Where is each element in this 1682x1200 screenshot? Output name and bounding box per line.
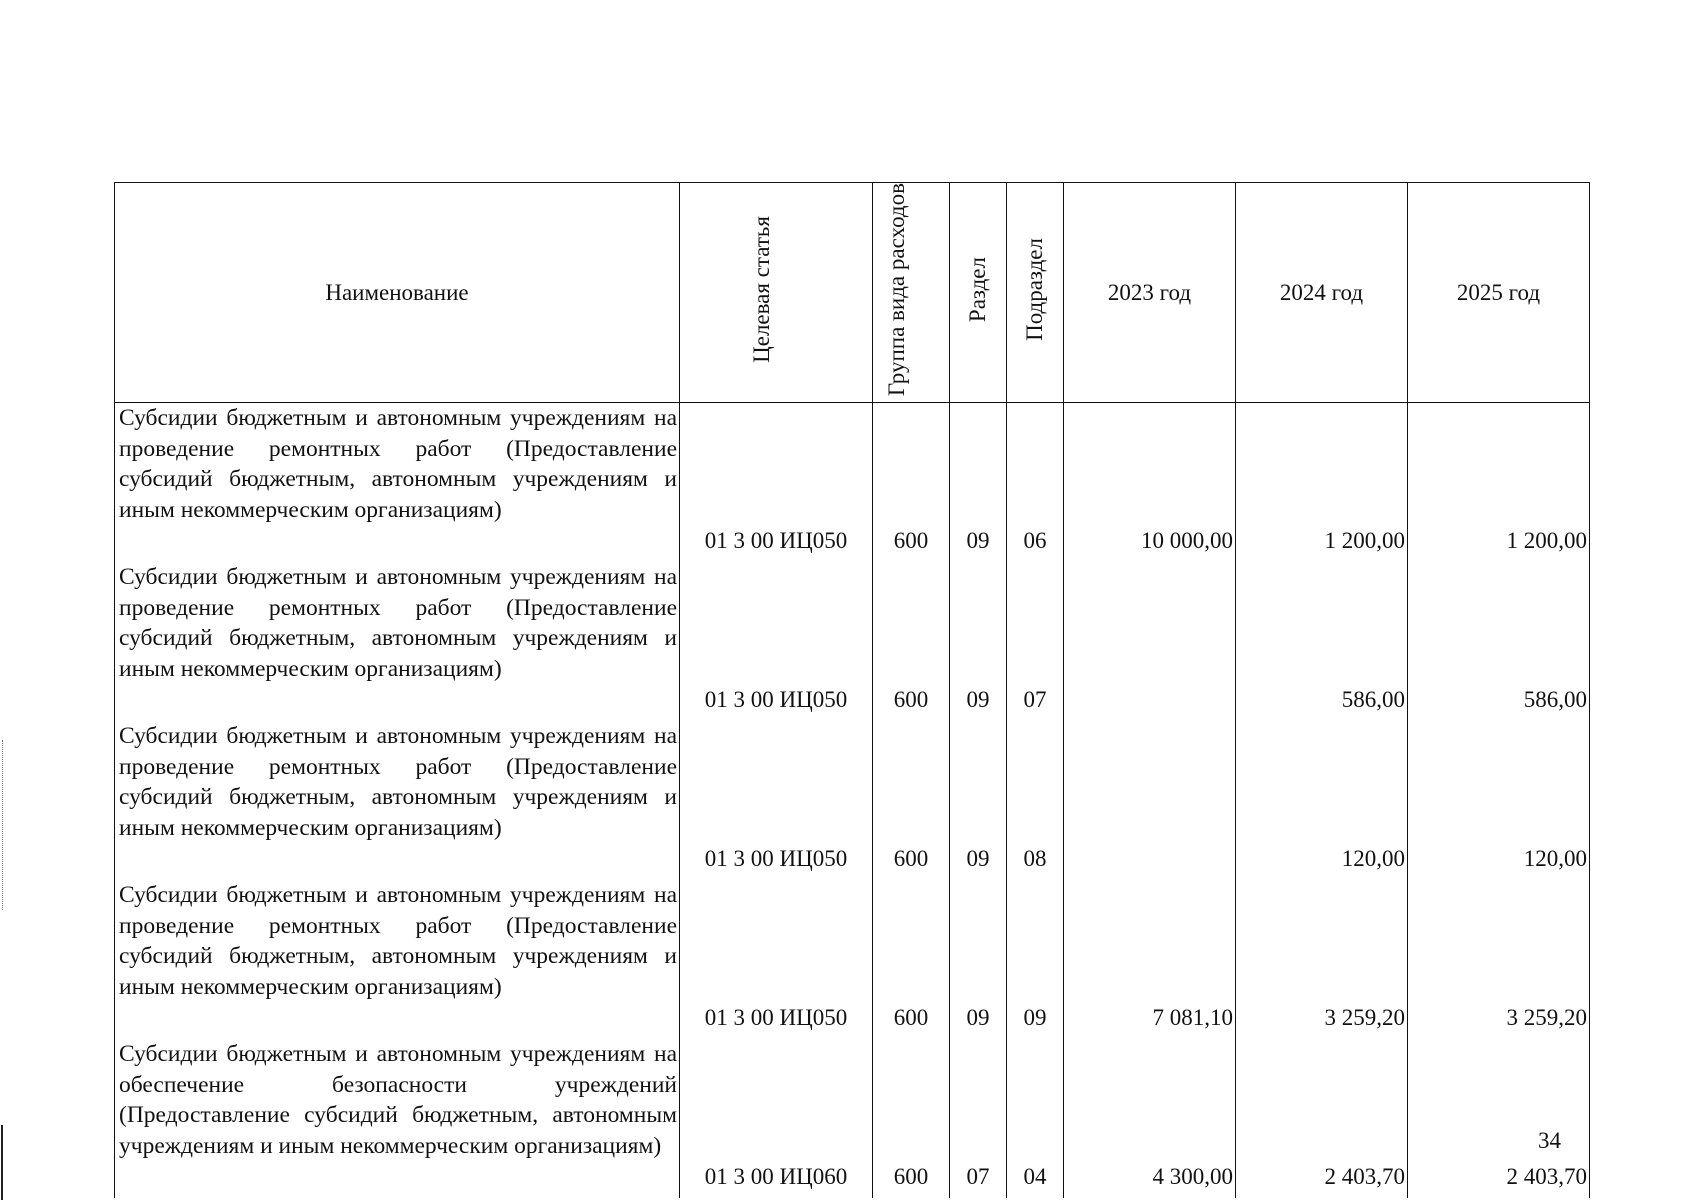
row-name: Субсидии бюджетным и автономным учреждениям на проведение ремонтных работ (Предоставление субсидий бюджетным, автономным учреждениям и иным некоммерческим организациям)	[115, 562, 680, 721]
row-section: 09	[950, 880, 1007, 1039]
row-year-2024: 3 259,20	[1236, 880, 1408, 1039]
row-year-2023: 4 300,00	[1064, 1039, 1236, 1198]
row-target-article: 01 3 00 ИЦ050	[680, 880, 873, 1039]
row-year-2024: 120,00	[1236, 721, 1408, 880]
header-expense-group: Группа вида расходов	[873, 183, 950, 403]
row-target-article: 01 3 00 ИЦ050	[680, 562, 873, 721]
row-expense-group: 600	[873, 562, 950, 721]
row-expense-group: 600	[873, 721, 950, 880]
row-year-2023: 7 081,10	[1064, 880, 1236, 1039]
row-year-2025: 586,00	[1408, 562, 1590, 721]
row-year-2024: 2 403,70	[1236, 1039, 1408, 1198]
row-year-2023	[1064, 721, 1236, 880]
row-section: 09	[950, 721, 1007, 880]
header-subsection: Подраздел	[1007, 183, 1064, 403]
row-year-2025: 120,00	[1408, 721, 1590, 880]
budget-table	[114, 182, 1590, 1198]
header-target-article: Целевая статья	[680, 183, 873, 403]
row-subsection: 09	[1007, 880, 1064, 1039]
margin-mark	[1, 1125, 3, 1200]
row-year-2025: 3 259,20	[1408, 880, 1590, 1039]
row-name: Субсидии бюджетным и автономным учреждениям на проведение ремонтных работ (Предоставление субсидий бюджетным, автономным учреждениям и иным некоммерческим организациям)	[115, 403, 680, 563]
row-name: Субсидии бюджетным и автономным учреждениям на проведение ремонтных работ (Предоставление субсидий бюджетным, автономным учреждениям и иным некоммерческим организациям)	[115, 721, 680, 880]
header-year-2023: 2023 год	[1064, 183, 1236, 403]
row-subsection: 07	[1007, 562, 1064, 721]
table-row	[115, 562, 1590, 721]
row-name: Субсидии бюджетным и автономным учреждениям на проведение ремонтных работ (Предоставление субсидий бюджетным, автономным учреждениям и иным некоммерческим организациям)	[115, 880, 680, 1039]
row-expense-group: 600	[873, 1039, 950, 1198]
row-year-2025: 1 200,00	[1408, 403, 1590, 563]
header-year-2025: 2025 год	[1408, 183, 1590, 403]
row-target-article: 01 3 00 ИЦ050	[680, 721, 873, 880]
row-year-2023: 10 000,00	[1064, 403, 1236, 563]
row-target-article: 01 3 00 ИЦ060	[680, 1039, 873, 1198]
row-year-2023	[1064, 562, 1236, 721]
row-name: Субсидии бюджетным и автономным учреждениям на обеспечение безопасности учреждений (Предоставление субсидий бюджетным, автономным учреждениям и иным некоммерческим организациям)	[115, 1039, 680, 1198]
row-subsection: 08	[1007, 721, 1064, 880]
row-year-2025: 2 403,70	[1408, 1039, 1590, 1198]
row-section: 07	[950, 1039, 1007, 1198]
row-subsection: 04	[1007, 1039, 1064, 1198]
page-number: 34	[1538, 1128, 1561, 1153]
row-target-article: 01 3 00 ИЦ050	[680, 403, 873, 563]
header-section: Раздел	[950, 183, 1007, 403]
margin-dots	[2, 740, 3, 910]
header-name: Наименование	[115, 183, 680, 403]
table-row	[115, 880, 1590, 1039]
row-subsection: 06	[1007, 403, 1064, 563]
table-row	[115, 721, 1590, 880]
row-expense-group: 600	[873, 403, 950, 563]
header-year-2024: 2024 год	[1236, 183, 1408, 403]
row-year-2024: 1 200,00	[1236, 403, 1408, 563]
table-row	[115, 1039, 1590, 1198]
row-section: 09	[950, 403, 1007, 563]
row-section: 09	[950, 562, 1007, 721]
table-row	[115, 403, 1590, 563]
table-header-row	[115, 183, 1590, 403]
row-year-2024: 586,00	[1236, 562, 1408, 721]
row-expense-group: 600	[873, 880, 950, 1039]
